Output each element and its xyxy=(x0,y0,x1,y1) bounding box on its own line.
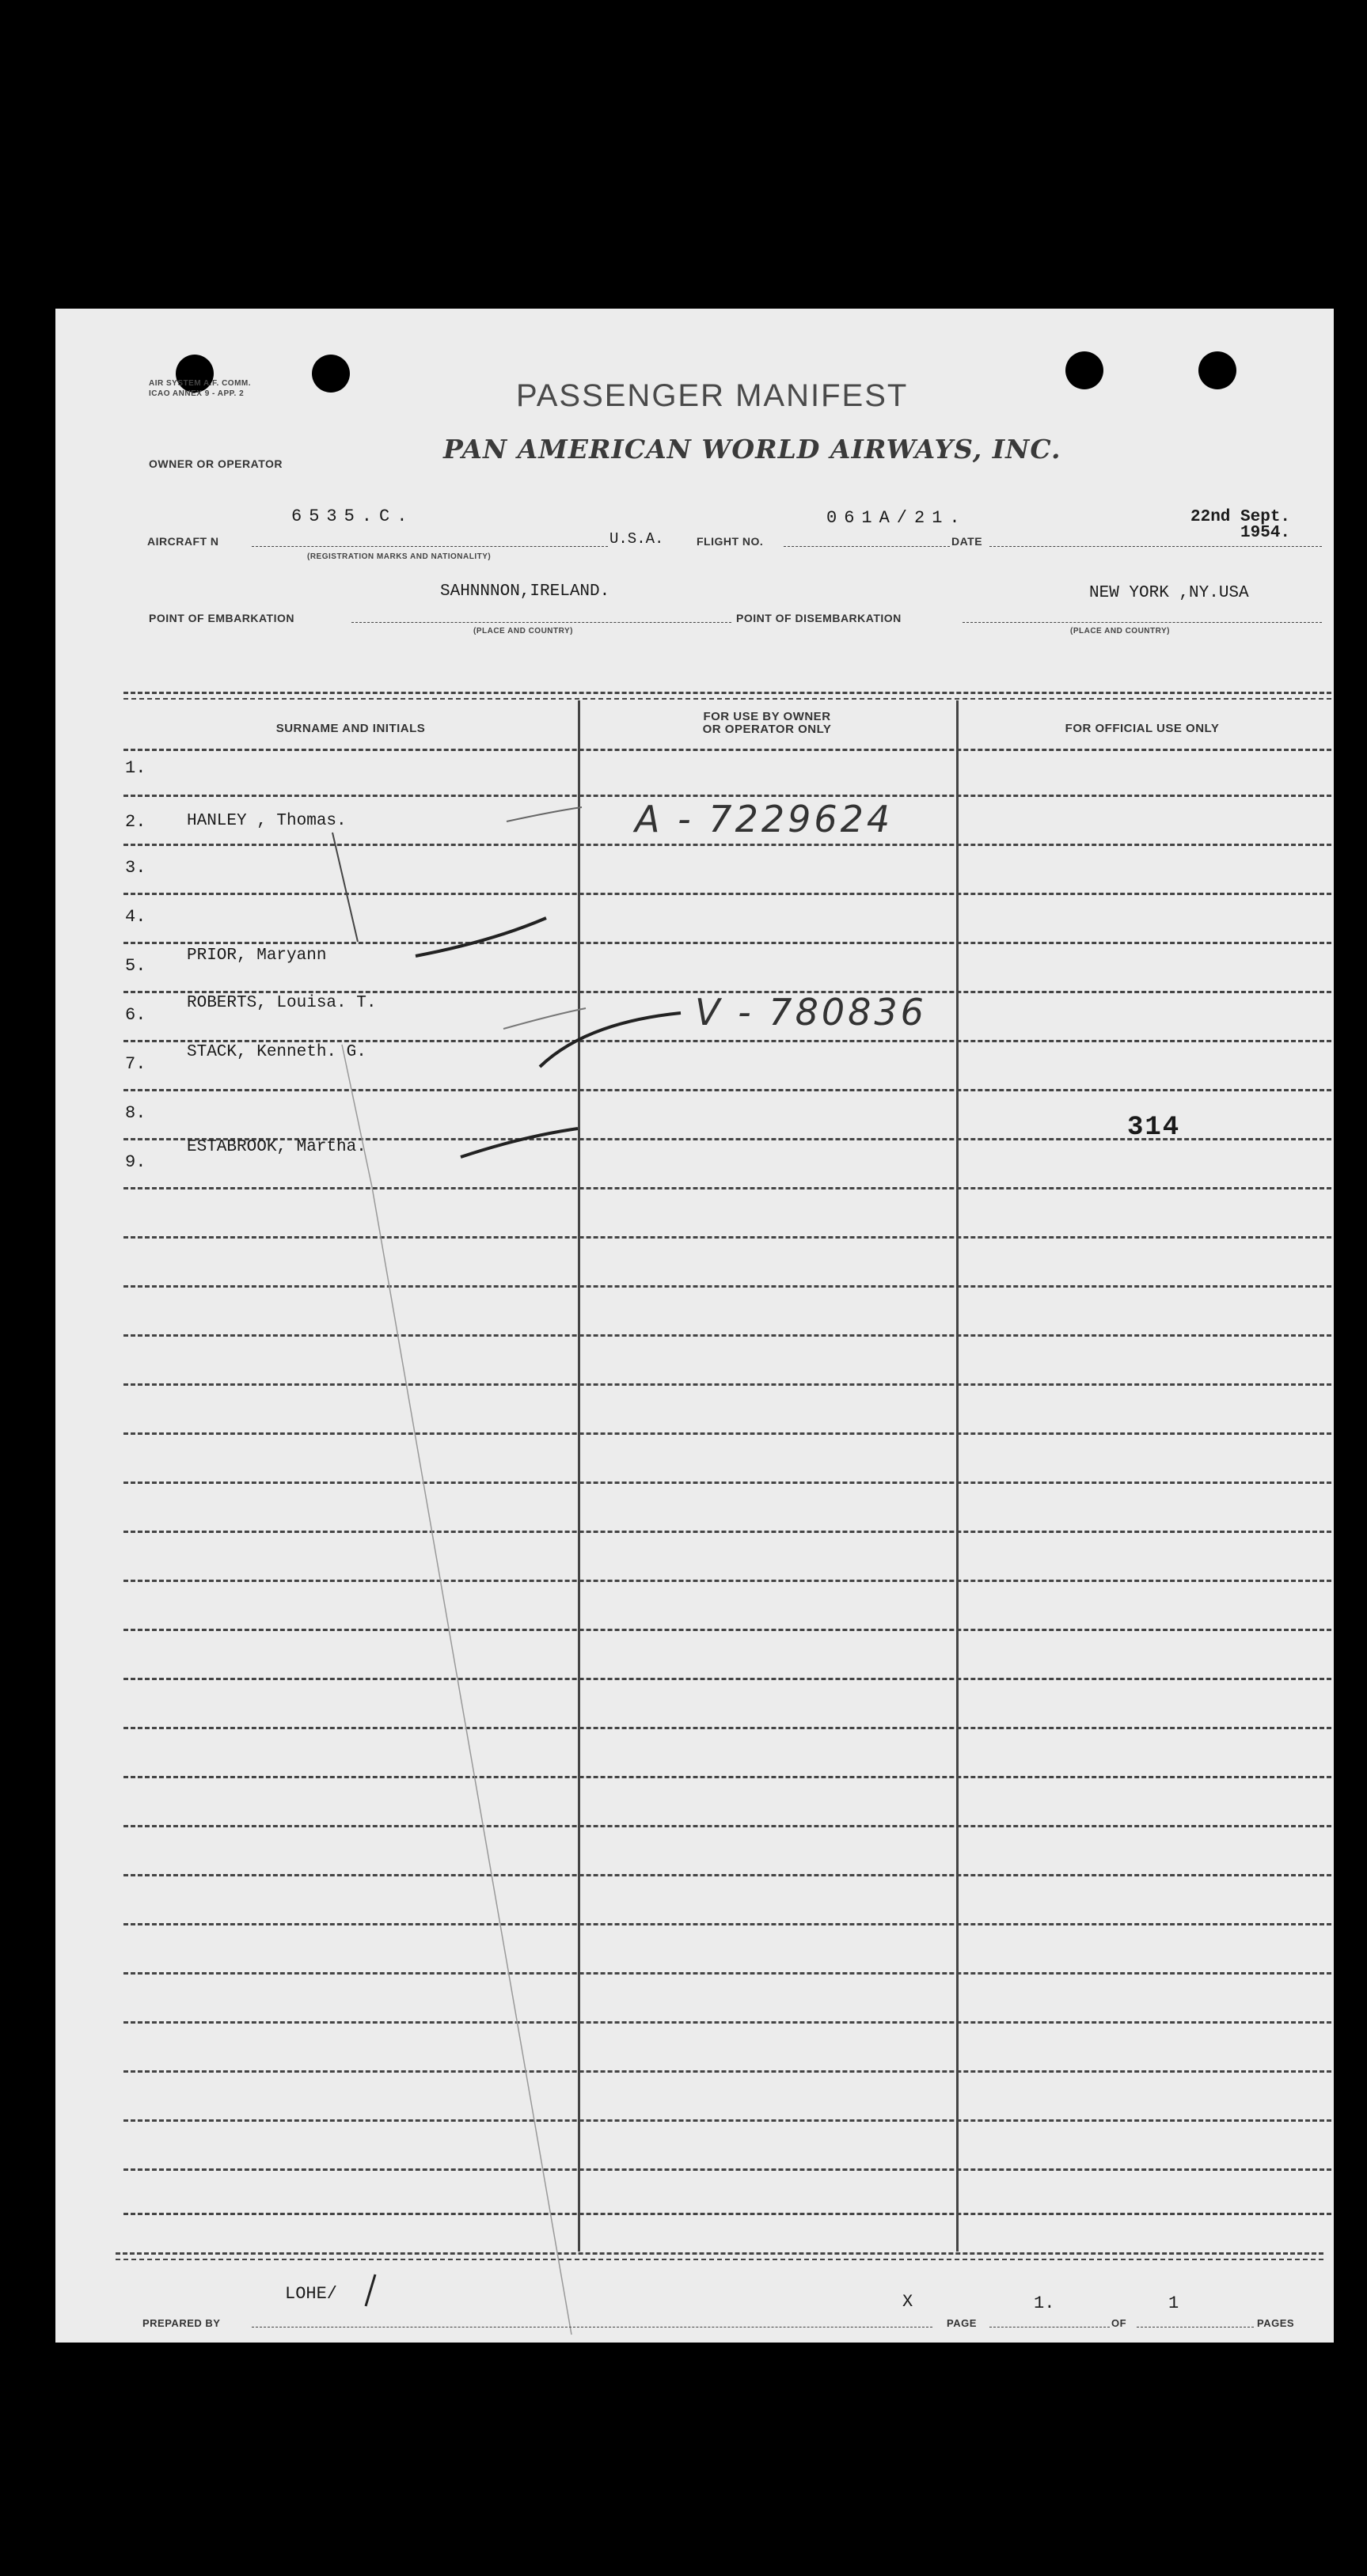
page-label: PAGE xyxy=(947,2317,977,2329)
disembarkation-label: POINT OF DISEMBARKATION xyxy=(736,612,902,624)
passenger-name: STACK, Kenneth. G. xyxy=(187,1043,366,1061)
embarkation-label: POINT OF EMBARKATION xyxy=(149,612,294,624)
date-label: DATE xyxy=(951,535,983,548)
nationality-value: U.S.A. xyxy=(609,530,664,548)
official-column-header: FOR OFFICIAL USE ONLY xyxy=(1065,722,1220,735)
flight-no-label: FLIGHT NO. xyxy=(697,535,764,548)
row-number: 6. xyxy=(125,1005,146,1025)
place-country-note: (PLACE AND COUNTRY) xyxy=(1070,627,1170,635)
flight-no-value: 061A/21. xyxy=(826,508,967,528)
disembarkation-value: NEW YORK ,NY.USA xyxy=(1089,584,1249,602)
airline-name: PAN AMERICAN WORLD AIRWAYS, INC. xyxy=(443,434,1061,465)
row-number: 1. xyxy=(125,758,146,778)
official-number: 314 xyxy=(1127,1113,1181,1143)
row-number: 5. xyxy=(125,956,146,976)
of-pages-value: 1 xyxy=(1168,2293,1179,2313)
page-value: 1. xyxy=(1034,2293,1055,2313)
passenger-name: ESTABROOK, Martha. xyxy=(187,1138,366,1156)
handwritten-passport-number: A - 7229624 xyxy=(635,798,894,840)
passenger-name: ROBERTS, Louisa. T. xyxy=(187,994,377,1012)
aircraft-value: 6535.C. xyxy=(291,506,415,526)
date-value: 22nd Sept. 1954. xyxy=(1190,508,1291,542)
owner-column-header: FOR USE BY OWNER OR OPERATOR ONLY xyxy=(702,710,832,736)
row-number: 2. xyxy=(125,812,146,832)
surname-column-header: SURNAME AND INITIALS xyxy=(275,722,426,735)
passenger-name: HANLEY , Thomas. xyxy=(187,812,347,830)
owner-label: OWNER OR OPERATOR xyxy=(149,457,283,470)
place-country-note: (PLACE AND COUNTRY) xyxy=(473,627,573,635)
row-number: 8. xyxy=(125,1103,146,1123)
prepared-by-initial xyxy=(359,2271,383,2311)
row-number: 4. xyxy=(125,907,146,927)
passenger-name: PRIOR, Maryann xyxy=(187,947,327,965)
of-label: OF xyxy=(1111,2317,1127,2329)
prepared-by-label: PREPARED BY xyxy=(142,2317,221,2329)
pages-label: PAGES xyxy=(1257,2317,1295,2329)
embarkation-value: SAHNNNON,IRELAND. xyxy=(440,582,610,601)
aircraft-label: AIRCRAFT N xyxy=(147,535,219,548)
handwritten-passport-number: V - 780836 xyxy=(695,991,927,1034)
prepared-by-value: LOHE/ xyxy=(285,2284,338,2304)
x-mark: X xyxy=(902,2292,913,2312)
row-number: 3. xyxy=(125,858,146,878)
page-title: PASSENGER MANIFEST xyxy=(516,378,909,413)
row-number: 7. xyxy=(125,1054,146,1074)
row-number: 9. xyxy=(125,1152,146,1172)
registration-note: (REGISTRATION MARKS AND NATIONALITY) xyxy=(307,552,492,561)
form-reference: AIR SYSTEM A.F. COMM. ICAO ANNEX 9 - APP. 2 xyxy=(149,379,252,398)
